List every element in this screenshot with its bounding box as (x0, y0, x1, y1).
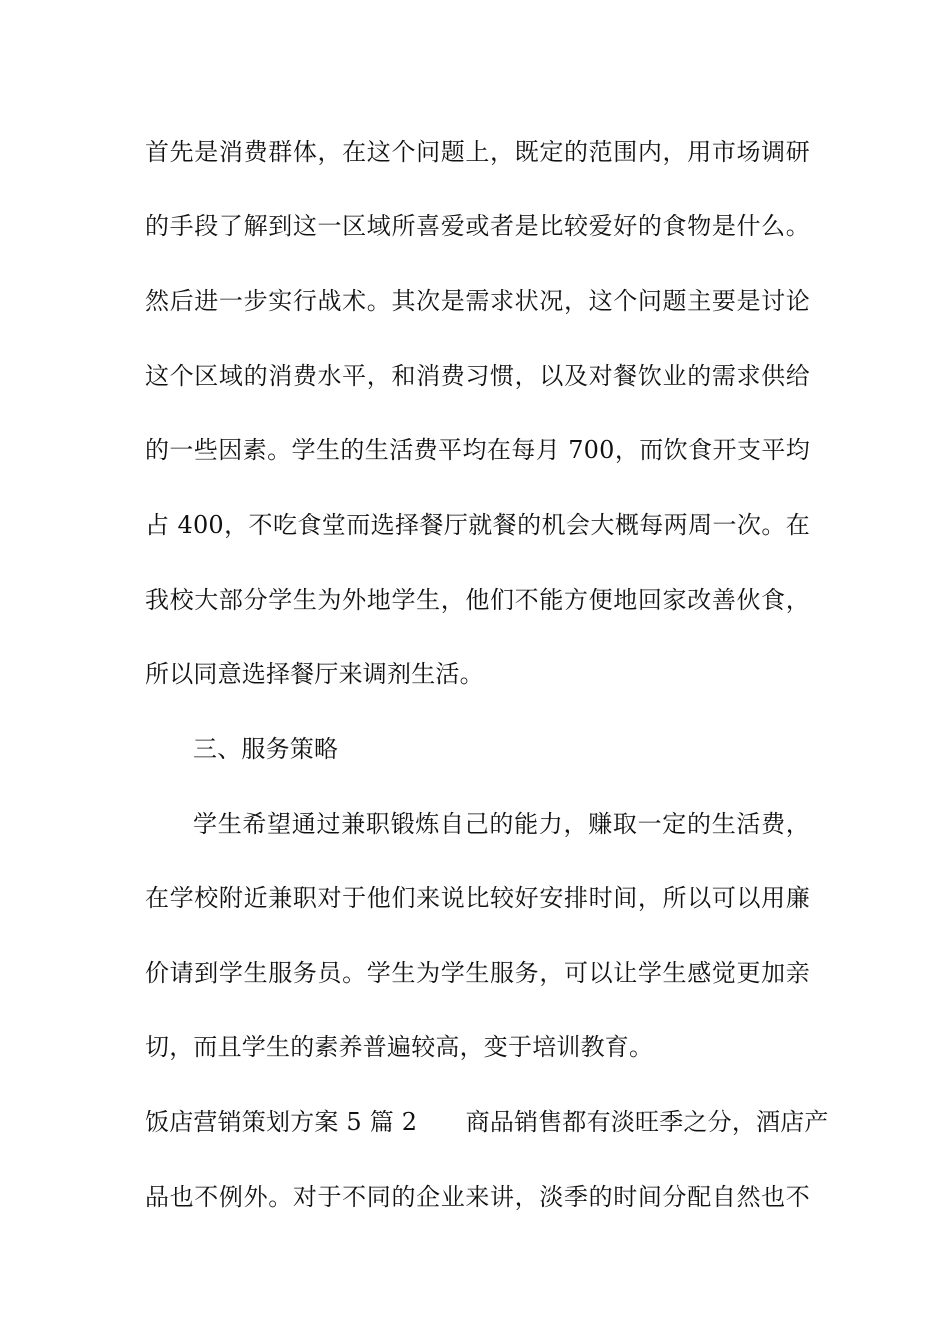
text-line: 饭店营销策划方案 5 篇 2 商品销售都有淡旺季之分，酒店产 (145, 1108, 829, 1136)
text-line: 然后进一步实行战术。其次是需求状况，这个问题主要是讨论 (145, 287, 810, 315)
section-heading: 三、服务策略 (193, 735, 339, 763)
text-line: 学生希望通过兼职锻炼自己的能力，赚取一定的生活费， (193, 810, 810, 838)
text-line: 的手段了解到这一区域所喜爱或者是比较爱好的食物是什么。 (145, 212, 810, 240)
text-line: 价请到学生服务员。学生为学生服务，可以让学生感觉更加亲 (145, 959, 810, 987)
text-line: 在学校附近兼职对于他们来说比较好安排时间，所以可以用廉 (145, 884, 810, 912)
text-line: 所以同意选择餐厅来调剂生活。 (145, 660, 484, 688)
text-line: 我校大部分学生为外地学生，他们不能方便地回家改善伙食， (145, 586, 810, 614)
text-line: 首先是消费群体，在这个问题上，既定的范围内，用市场调研 (145, 138, 810, 166)
text-line: 切，而且学生的素养普遍较高，变于培训教育。 (145, 1033, 654, 1061)
text-line: 这个区域的消费水平，和消费习惯，以及对餐饮业的需求供给 (145, 362, 810, 390)
text-line: 品也不例外。对于不同的企业来讲，淡季的时间分配自然也不 (145, 1183, 810, 1211)
text-line: 占 400，不吃食堂而选择餐厅就餐的机会大概每两周一次。在 (145, 511, 810, 539)
text-line: 的一些因素。学生的生活费平均在每月 700，而饮食开支平均 (145, 436, 810, 464)
